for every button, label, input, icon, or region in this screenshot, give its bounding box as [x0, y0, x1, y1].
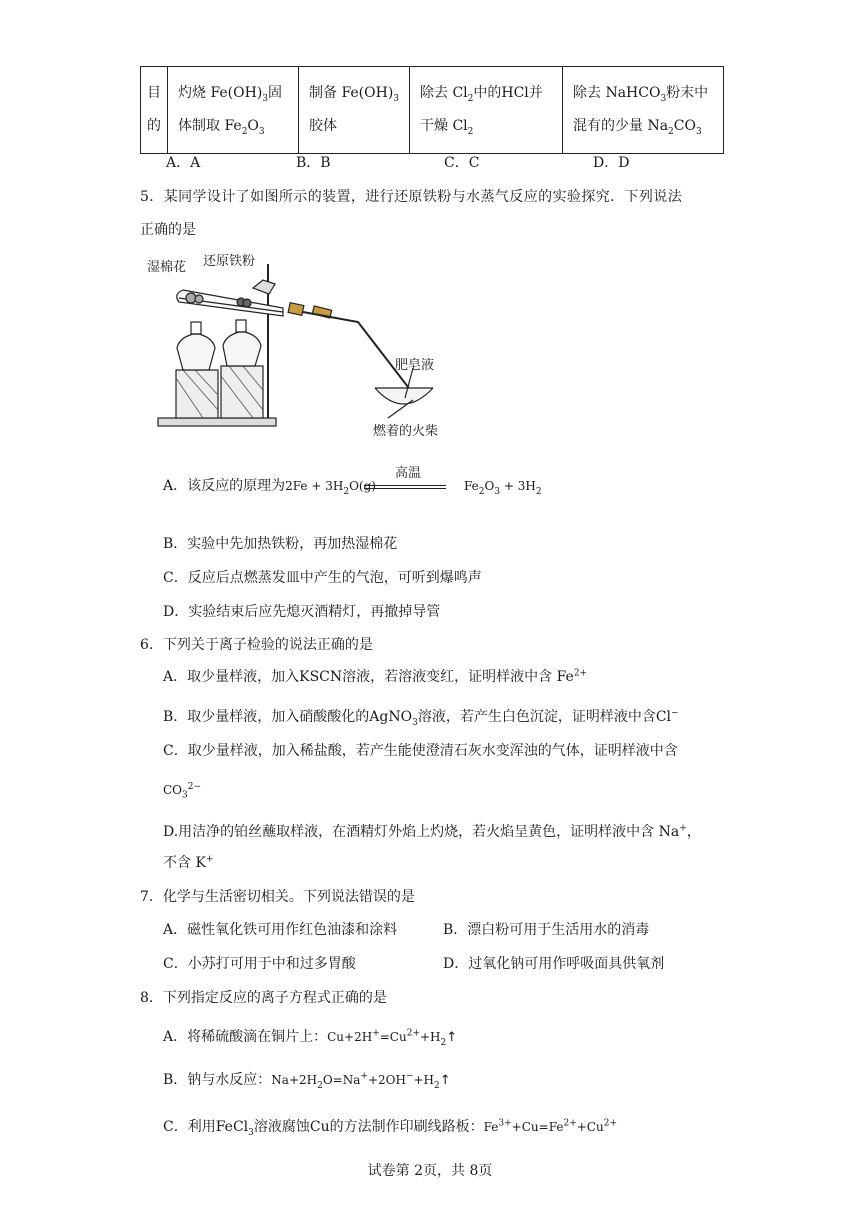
q6-option-a[interactable]	[163, 667, 587, 687]
cell-d-sub2: 2	[668, 126, 674, 137]
q5-a-eq-plus: + 3H	[500, 479, 536, 493]
q5-a-eq-sub2: 2	[478, 486, 485, 497]
cell-c-text2: 中的HCl并	[473, 85, 543, 101]
apparatus-diagram	[143, 250, 483, 450]
q5-a-eq-sub4: 2	[535, 486, 542, 497]
experiment-purpose-table	[140, 66, 724, 154]
cell-c-text1: 除去 Cl	[420, 85, 468, 101]
q5-a-eq-sub1: 2	[343, 486, 350, 497]
purpose-cell-b	[299, 67, 410, 154]
q6-option-b[interactable]	[163, 707, 679, 727]
q7-option-b[interactable]: B．漂白粉可用于生活用水的消毒	[443, 922, 650, 938]
q8-b-sup2: −	[405, 1071, 414, 1082]
q8-option-a[interactable]	[163, 1027, 457, 1048]
q8-c-text2: 溶液腐蚀Cu的方法制作印刷线路板：	[253, 1119, 484, 1135]
q8-c-eq1: Fe	[483, 1120, 499, 1134]
q8-c-sub: 3	[248, 1127, 254, 1138]
purpose-cell-c	[410, 67, 563, 154]
q6-b-text2: 溶液，若产生白色沉淀，证明样液中含Cl	[417, 709, 672, 725]
q8-stem: 8．下列指定反应的离子方程式正确的是	[140, 990, 387, 1006]
cell-b-text2: 胶体	[309, 118, 337, 134]
q8-b-eq2: O=Na	[322, 1073, 361, 1087]
q8-option-b[interactable]	[163, 1070, 451, 1091]
cell-c-text3: 干燥 Cl	[420, 118, 468, 134]
page-footer: 试卷第 2页，共 8页	[367, 1163, 493, 1179]
label-wet-cotton: 湿棉花	[147, 260, 187, 275]
q5-a-eq-o: O	[484, 479, 495, 493]
q6-a-sup: 2+	[573, 668, 588, 679]
q8-c-sup1: 3+	[498, 1118, 512, 1129]
q6-c-co: CO	[163, 783, 183, 797]
q7-option-d[interactable]: D．过氧化钠可用作呼吸面具供氧剂	[443, 956, 665, 972]
q4-option-d[interactable]: D．D	[593, 155, 630, 171]
q7-option-a[interactable]: A．磁性氧化铁可用作红色油漆和涂料	[163, 922, 398, 938]
q8-option-c[interactable]	[163, 1117, 617, 1137]
cell-b-text1: 制备 Fe(OH)	[309, 85, 394, 101]
cell-a-sub1: 3	[262, 93, 269, 104]
q6-c-sup: 2−	[187, 782, 202, 792]
cell-d-sub3: 3	[695, 126, 702, 137]
q5-a-eq-line-bottom	[364, 488, 446, 489]
q5-option-c[interactable]: C．反应后点燃蒸发皿中产生的气泡，可听到爆鸣声	[163, 570, 482, 586]
q6-a-text: A．取少量样液，加入KSCN溶液，若溶液变红，证明样液中含 Fe	[163, 669, 574, 685]
q5-a-eq-left: 2Fe + 3H	[285, 479, 344, 493]
cell-d-text1: 除去 NaHCO	[573, 85, 661, 101]
q5-option-b[interactable]: B．实验中先加热铁粉，再加热湿棉花	[163, 536, 398, 552]
q8-a-eq1: Cu+2H	[327, 1030, 373, 1044]
q4-option-c[interactable]: C．C	[444, 155, 480, 171]
q4-option-b[interactable]: B．B	[296, 155, 331, 171]
q8-a-eq2: =Cu	[379, 1030, 407, 1044]
q8-c-sup2: 2+	[563, 1118, 577, 1129]
q8-a-sup1: +	[372, 1028, 380, 1039]
cell-a-text3: 体制取 Fe	[178, 118, 242, 134]
label-match: 燃着的火柴	[373, 424, 439, 439]
q8-a-sup2: 2+	[406, 1028, 420, 1039]
q6-b-sup: −	[671, 708, 679, 719]
purpose-label: 目的	[147, 85, 161, 134]
q5-a-prefix: A．该反应的原理为	[163, 478, 286, 494]
q6-option-c-formula	[163, 780, 201, 800]
cell-d-text3: 混有的少量 Na	[573, 118, 669, 134]
q6-d-sup1: +	[679, 823, 687, 834]
q6-d-text2: 不含 K	[163, 855, 206, 871]
q8-a-sub: 2	[440, 1037, 447, 1048]
q6-option-c[interactable]	[163, 741, 678, 761]
q8-c-eq3: +Cu	[576, 1120, 604, 1134]
q6-c-text: C．取少量样液，加入稀盐酸，若产生能使澄清石灰水变浑浊的气体，证明样液中含	[163, 743, 678, 759]
cell-a-text1: 灼烧 Fe(OH)	[178, 85, 263, 101]
q5-option-a[interactable]	[163, 476, 542, 496]
cell-a-text4: O	[247, 118, 259, 134]
q6-d-sup2: +	[205, 854, 214, 865]
q8-c-sup3: 2+	[603, 1118, 617, 1129]
cell-a-sub3: 3	[258, 126, 265, 137]
q8-b-eq1: Na+2H	[271, 1073, 318, 1087]
q8-b-eq3: +2OH	[367, 1073, 406, 1087]
cell-d-text4: CO	[673, 118, 696, 134]
q6-b-text1: B．取少量样液，加入硝酸酸化的AgNO	[163, 709, 413, 725]
cell-b-sub1: 3	[393, 93, 400, 104]
purpose-cell-a	[168, 67, 299, 154]
q8-b-sub1: 2	[317, 1080, 323, 1091]
q6-d-text1: D.用洁净的铂丝蘸取样液，在酒精灯外焰上灼烧，若火焰呈黄色，证明样液中含 Na	[163, 824, 680, 840]
purpose-cell-d	[563, 67, 724, 154]
cell-a-sub2: 2	[241, 126, 248, 137]
q6-d-comma: ，	[686, 824, 701, 840]
label-soap: 肥皂液	[395, 358, 435, 373]
q8-a-text: A．将稀硫酸滴在铜片上：	[163, 1029, 328, 1045]
q5-a-eq-left2: O(g)	[349, 479, 376, 493]
q8-c-text1: C．利用FeCl	[163, 1119, 249, 1135]
q6-option-d-line2	[163, 853, 213, 873]
q8-b-text: B．钠与水反应：	[163, 1072, 272, 1088]
q5-a-eq-sub3: 3	[494, 486, 501, 497]
q5-a-eq-right: Fe	[463, 479, 479, 493]
q6-b-sub: 3	[412, 717, 418, 728]
q6-c-sub: 3	[182, 790, 188, 801]
cell-a-text2: 固	[268, 85, 283, 101]
q7-stem: 7．化学与生活密切相关。下列说法错误的是	[140, 889, 415, 905]
up-arrow-icon: ↑	[446, 1030, 458, 1045]
cell-d-sub1: 3	[660, 93, 667, 104]
q4-option-a[interactable]: A．A	[166, 155, 201, 171]
up-arrow-icon: ↑	[439, 1073, 451, 1088]
label-iron-powder: 还原铁粉	[203, 254, 256, 269]
q5-stem-line2: 正确的是	[140, 222, 196, 238]
cell-d-text2: 粉末中	[666, 85, 709, 101]
cell-c-sub2: 2	[467, 126, 474, 137]
q6-option-d[interactable]	[163, 822, 701, 842]
purpose-label-cell	[141, 67, 168, 154]
cell-c-sub1: 2	[467, 93, 474, 104]
q8-c-eq2: +Cu=Fe	[511, 1120, 564, 1134]
q5-stem-line1: 5．某同学设计了如图所示的装置，进行还原铁粉与水蒸气反应的实验探究．下列说法	[140, 189, 683, 205]
q5-a-condition: 高温	[395, 466, 422, 481]
apparatus-figure	[143, 250, 483, 450]
q8-a-eq3: +H	[420, 1030, 441, 1044]
q8-b-sub2: 2	[434, 1080, 440, 1091]
q8-b-sup1: +	[360, 1071, 368, 1082]
q6-stem: 6．下列关于离子检验的说法正确的是	[140, 637, 373, 653]
q5-a-eq-line-top	[364, 485, 446, 486]
q7-option-c[interactable]: C．小苏打可用于中和过多胃酸	[163, 956, 356, 972]
q5-option-d[interactable]: D．实验结束后应先熄灭酒精灯，再撤掉导管	[163, 604, 441, 620]
q8-b-eq4: +H	[413, 1073, 435, 1087]
